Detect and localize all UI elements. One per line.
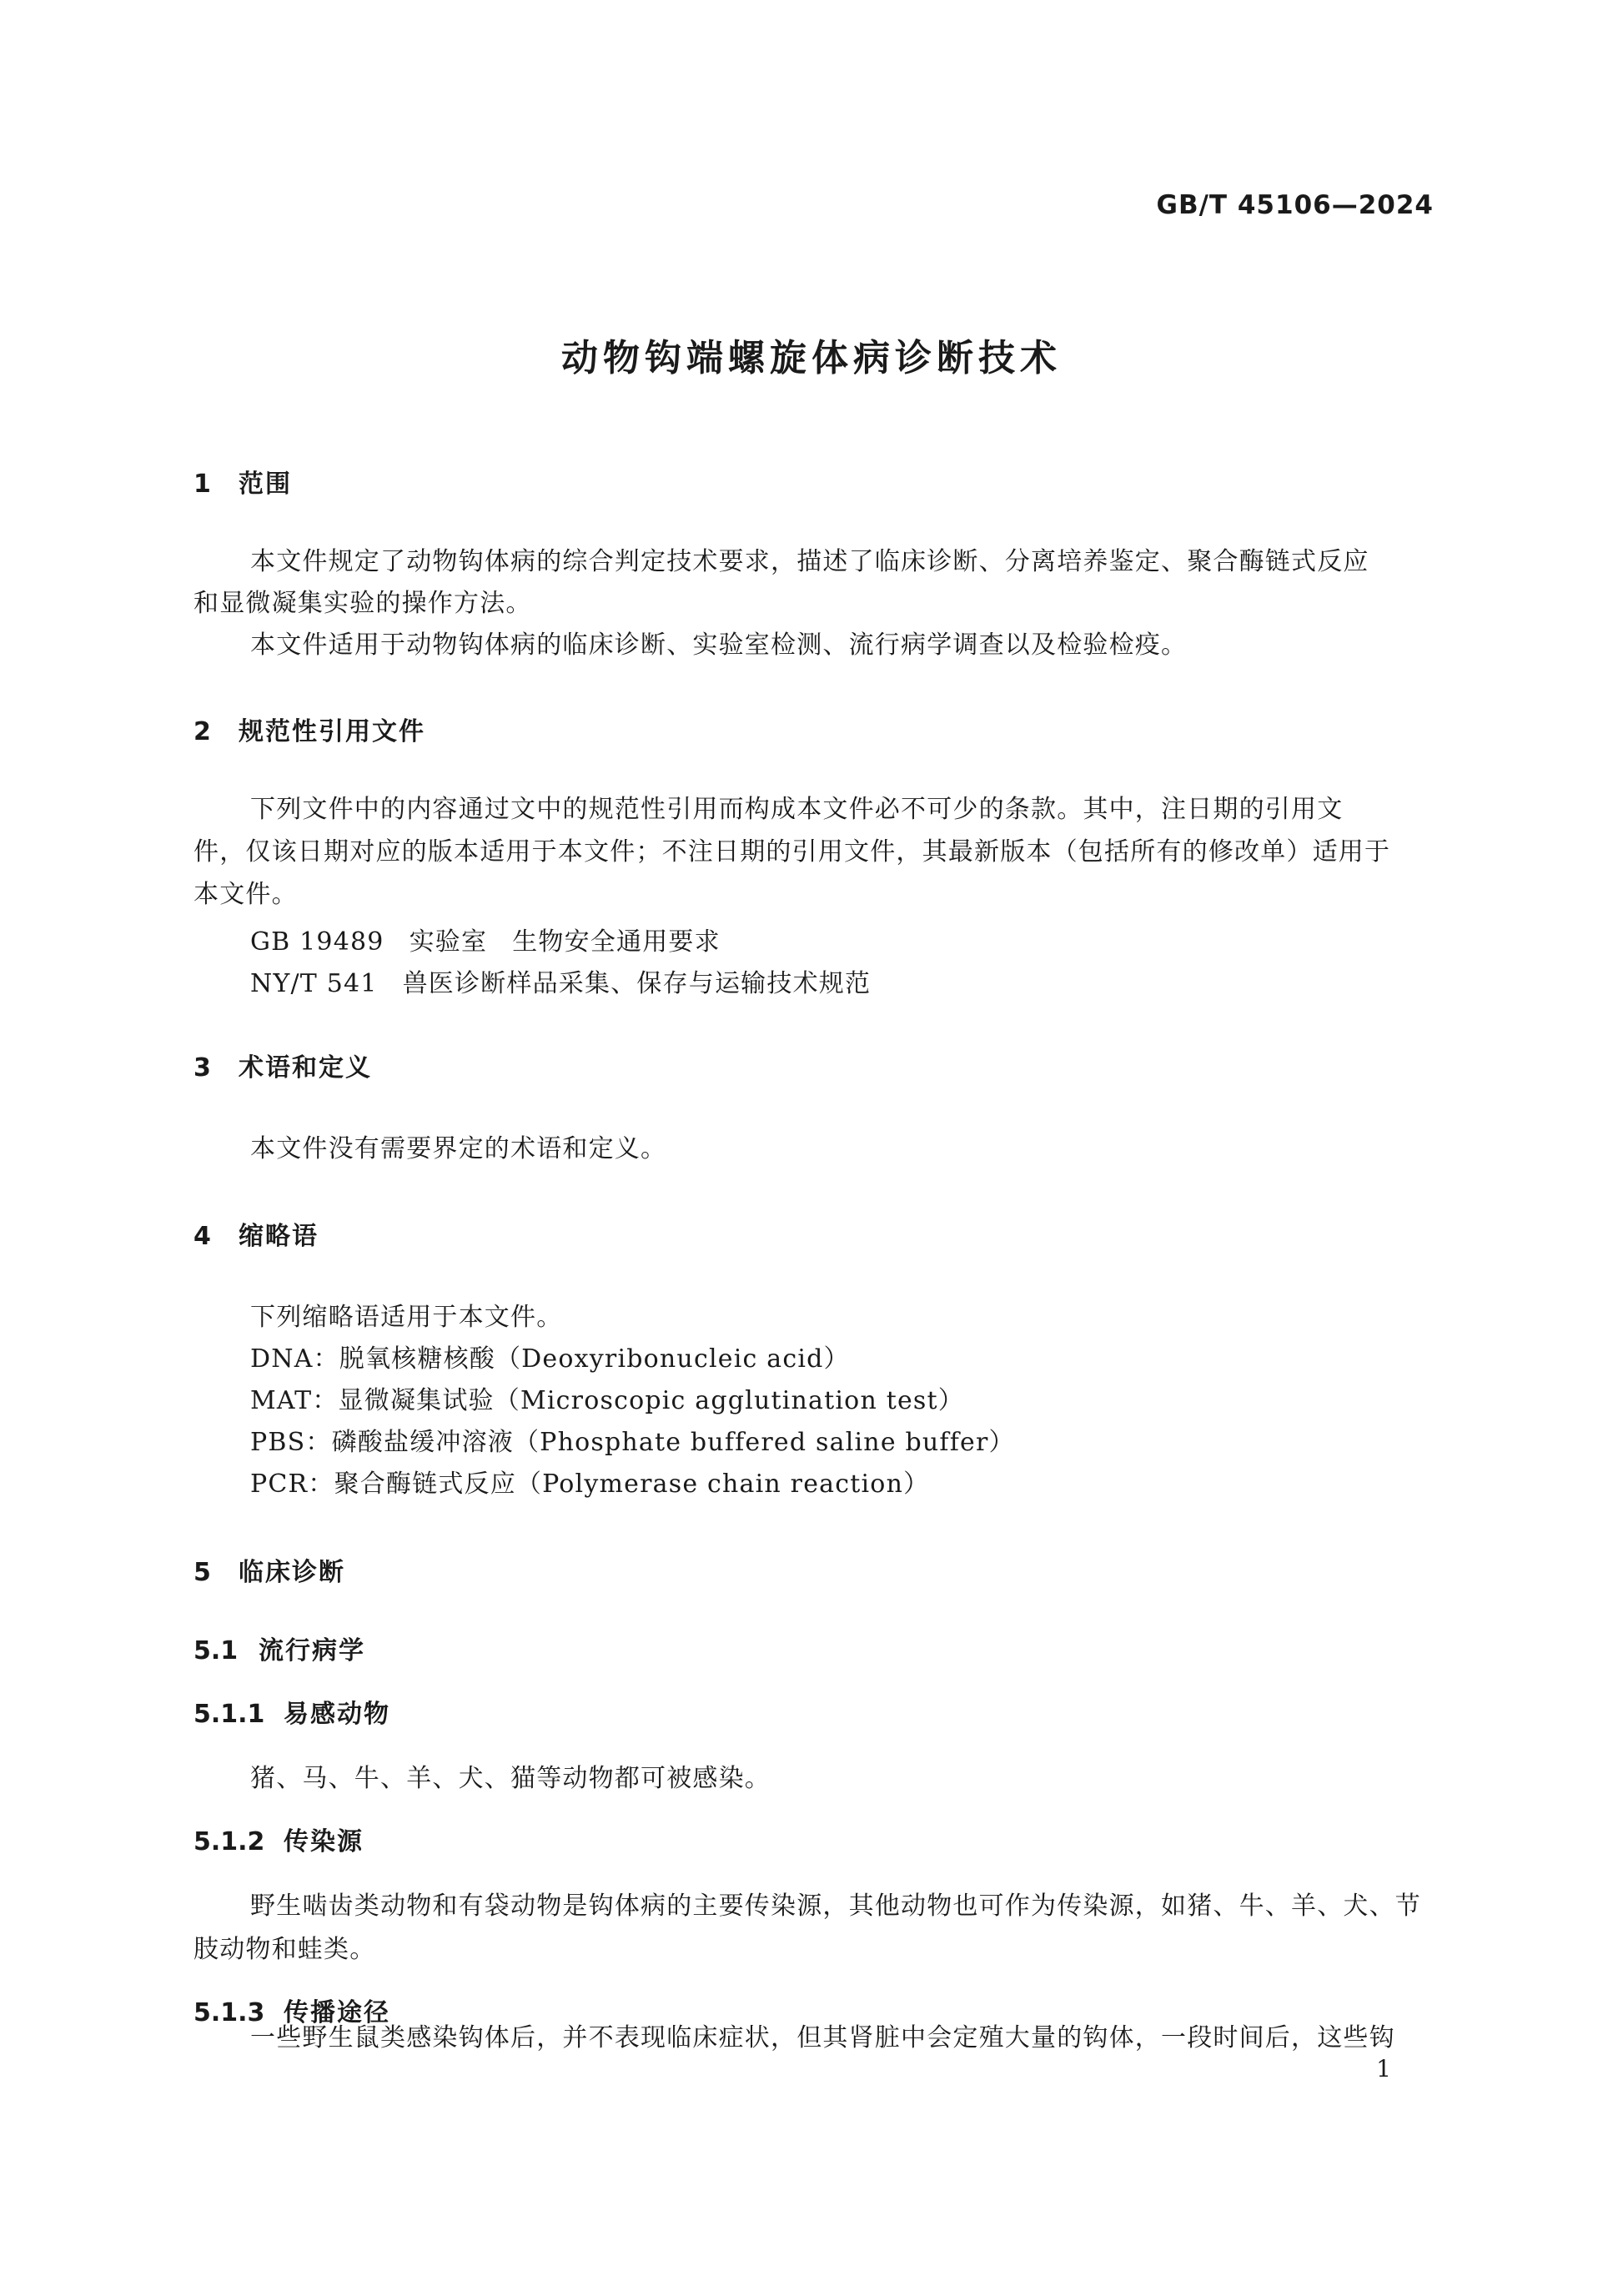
paragraph-line: 野生啮齿类动物和有袋动物是钩体病的主要传染源，其他动物也可作为传染源，如猪、牛、羊、犬、节 bbox=[250, 1892, 1421, 1921]
paragraph-line: 本文件规定了动物钩体病的综合判定技术要求，描述了临床诊断、分离培养鉴定、聚合酶链式反应 bbox=[250, 547, 1369, 576]
abbreviation-item: PBS：磷酸盐缓冲溶液（Phosphate buffered saline buffer） bbox=[250, 1428, 1015, 1457]
section-number: 4 bbox=[193, 1222, 211, 1251]
section-title: 规范性引用文件 bbox=[239, 717, 425, 746]
section-title: 范围 bbox=[239, 470, 292, 499]
section-number: 5 bbox=[193, 1558, 211, 1587]
section-heading-3 bbox=[193, 1047, 372, 1083]
reference-code: NY/T 541 bbox=[250, 969, 378, 998]
paragraph-line: 本文件没有需要界定的术语和定义。 bbox=[250, 1134, 667, 1163]
section-number: 3 bbox=[193, 1053, 211, 1083]
section-title: 传染源 bbox=[284, 1827, 364, 1856]
section-number: 5.1 bbox=[193, 1636, 239, 1665]
section-heading-5 bbox=[193, 1551, 345, 1588]
section-heading-4 bbox=[193, 1215, 319, 1252]
paragraph-line: 肢动物和蛙类。 bbox=[193, 1935, 376, 1964]
paragraph-line: 件，仅该日期对应的版本适用于本文件；不注日期的引用文件，其最新版本（包括所有的修改单）适用于 bbox=[193, 837, 1391, 867]
section-title: 传播途径 bbox=[284, 1998, 390, 2027]
section-heading-2 bbox=[193, 711, 425, 747]
section-number: 1 bbox=[193, 470, 211, 499]
reference-title: 生物安全通用要求 bbox=[512, 927, 721, 957]
section-number: 2 bbox=[193, 717, 211, 746]
paragraph-line: 猪、马、牛、羊、犬、猫等动物都可被感染。 bbox=[250, 1764, 771, 1793]
section-title: 缩略语 bbox=[239, 1222, 319, 1251]
normative-reference-2 bbox=[250, 962, 871, 999]
paragraph-line: 和显微凝集实验的操作方法。 bbox=[193, 589, 532, 618]
paragraph-line: 下列缩略语适用于本文件。 bbox=[250, 1303, 563, 1332]
document-title: 动物钩端螺旋体病诊断技术 bbox=[561, 337, 1062, 379]
section-number: 5.1.2 bbox=[193, 1827, 265, 1856]
reference-title: 实验室 bbox=[409, 927, 488, 957]
page-number: 1 bbox=[1376, 2055, 1391, 2082]
normative-reference-1 bbox=[250, 921, 721, 957]
section-title: 术语和定义 bbox=[239, 1053, 372, 1083]
section-heading-5-1-1 bbox=[193, 1693, 390, 1730]
paragraph-line: 下列文件中的内容通过文中的规范性引用而构成本文件必不可少的条款。其中，注日期的引用文 bbox=[250, 795, 1344, 824]
section-number: 5.1.3 bbox=[193, 1998, 265, 2027]
section-title: 易感动物 bbox=[284, 1700, 390, 1729]
section-title: 临床诊断 bbox=[239, 1558, 345, 1587]
section-heading-5-1-2 bbox=[193, 1821, 364, 1857]
section-heading-5-1 bbox=[193, 1630, 365, 1666]
paragraph-line: 本文件适用于动物钩体病的临床诊断、实验室检测、流行病学调查以及检验检疫。 bbox=[250, 631, 1188, 660]
abbreviation-item: MAT：显微凝集试验（Microscopic agglutination test） bbox=[250, 1386, 964, 1415]
section-heading-1 bbox=[193, 463, 292, 500]
reference-code: GB 19489 bbox=[250, 927, 384, 957]
section-title: 流行病学 bbox=[259, 1636, 365, 1665]
paragraph-line: 一些野生鼠类感染钩体后，并不表现临床症状，但其肾脏中会定殖大量的钩体，一段时间后，这些钩 bbox=[250, 2023, 1395, 2052]
abbreviation-item: DNA：脱氧核糖核酸（Deoxyribonucleic acid） bbox=[250, 1344, 850, 1374]
abbreviation-item: PCR：聚合酶链式反应（Polymerase chain reaction） bbox=[250, 1470, 930, 1499]
section-number: 5.1.1 bbox=[193, 1700, 265, 1729]
standard-number: GB/T 45106—2024 bbox=[1156, 190, 1434, 220]
paragraph-line: 本文件。 bbox=[193, 880, 298, 909]
reference-title: 兽医诊断样品采集、保存与运输技术规范 bbox=[402, 969, 872, 998]
